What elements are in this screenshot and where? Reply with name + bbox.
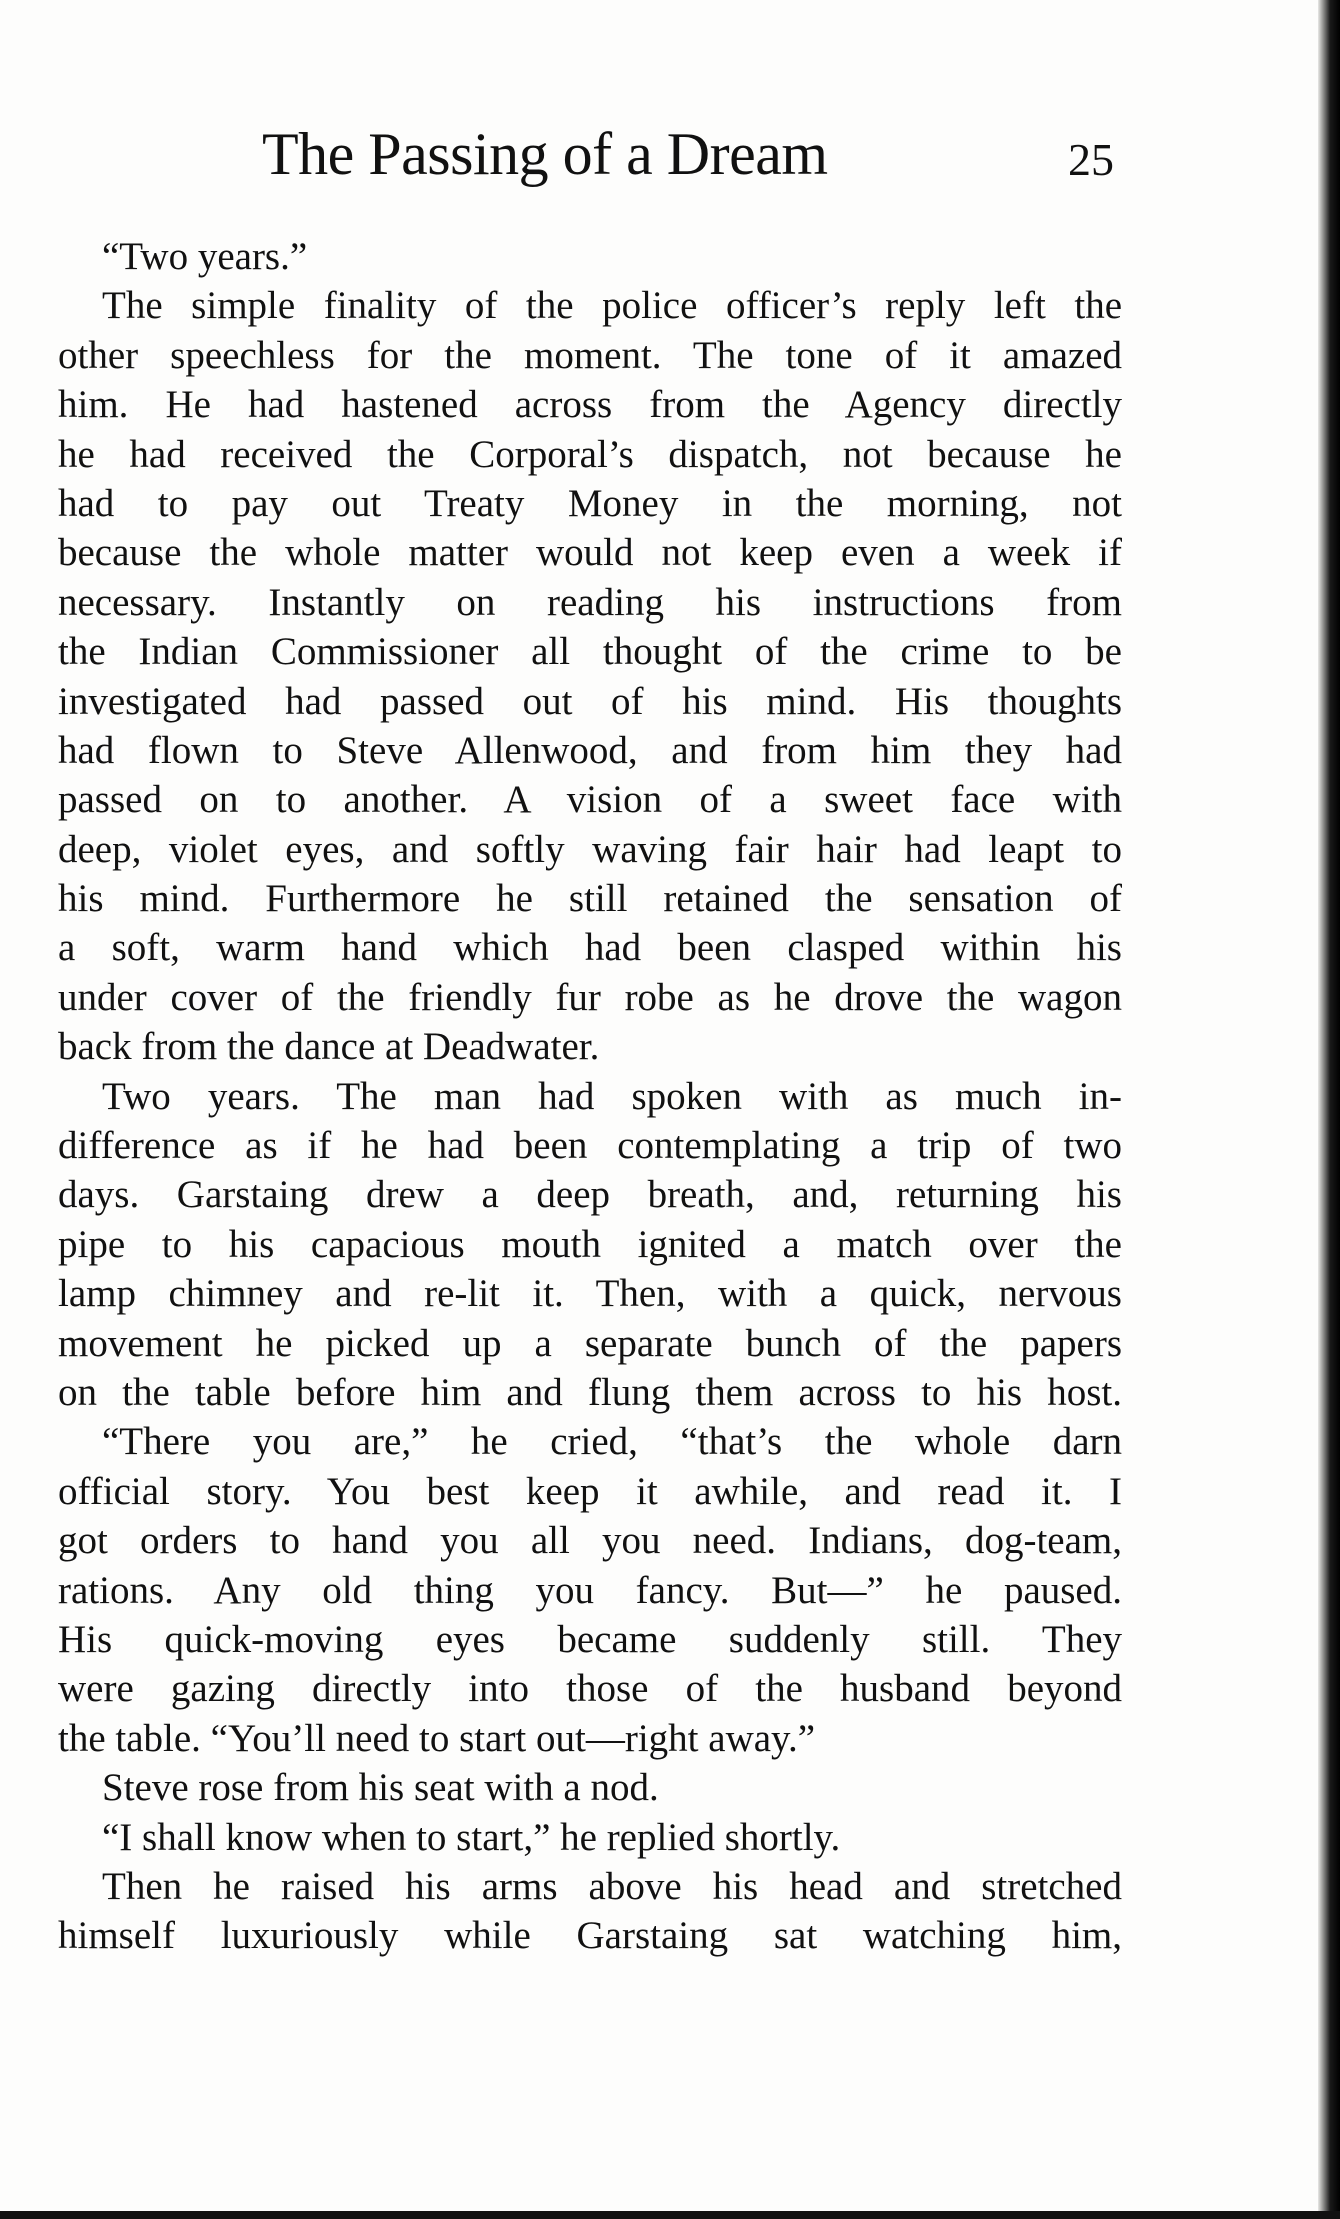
page-edge-shadow (1318, 0, 1340, 2219)
text-line: “Two years.” (102, 235, 308, 278)
text-line: His quick-moving eyes became suddenly still. They (58, 1617, 1122, 1661)
text-line: passed on to another. A vision of a sweet face with (58, 778, 1122, 822)
text-line: “I shall know when to start,” he replied shortly. (102, 1815, 841, 1859)
text-line: movement he picked up a separate bunch of the papers (58, 1321, 1122, 1365)
page-header (0, 118, 1340, 198)
text-line: Two years. The man had spoken with as much in- (102, 1074, 1122, 1118)
text-line: he had received the Corporal’s dispatch, not because he (58, 432, 1122, 476)
text-line: deep, violet eyes, and softly waving fair hair had leapt to (58, 827, 1122, 871)
text-line: pipe to his capacious mouth ignited a match over the (58, 1222, 1122, 1266)
text-line: Then he raised his arms above his head and stretched (102, 1864, 1122, 1908)
text-line: other speechless for the moment. The tone of it amazed (58, 333, 1122, 377)
text-line: the table. “You’ll need to start out—right away.” (58, 1716, 816, 1760)
text-line: difference as if he had been contemplating a trip of two (58, 1124, 1122, 1168)
text-line: because the whole matter would not keep even a week if (58, 531, 1122, 575)
text-line: official story. You best keep it awhile, and read it. I (58, 1469, 1122, 1513)
text-line: Steve rose from his seat with a nod. (102, 1766, 659, 1810)
text-line: days. Garstaing drew a deep breath, and, returning his (58, 1173, 1122, 1217)
text-line: him. He had hastened across from the Agency directly (58, 383, 1122, 427)
page-number: 25 (1068, 134, 1114, 185)
text-line: lamp chimney and re-lit it. Then, with a quick, nervous (58, 1272, 1122, 1316)
text-line: back from the dance at Deadwater. (58, 1025, 600, 1069)
text-line: The simple finality of the police officer’s reply left the (102, 284, 1122, 328)
text-line: himself luxuriously while Garstaing sat watching him, (58, 1914, 1122, 1958)
text-line: under cover of the friendly fur robe as he drove the wagon (58, 975, 1122, 1019)
running-title: The Passing of a Dream (262, 121, 828, 187)
text-line: had flown to Steve Allenwood, and from him they had (58, 728, 1122, 772)
text-line: were gazing directly into those of the husband beyond (58, 1667, 1122, 1711)
text-line: his mind. Furthermore he still retained the sensation of (58, 877, 1122, 921)
text-line: had to pay out Treaty Money in the morning, not (58, 481, 1122, 525)
body-text (58, 232, 1122, 1961)
text-line: rations. Any old thing you fancy. But—” he paused. (58, 1568, 1122, 1612)
text-line: investigated had passed out of his mind. His thoughts (58, 679, 1122, 723)
text-line: necessary. Instantly on reading his instructions from (58, 580, 1122, 624)
page-bottom-edge (0, 2211, 1340, 2219)
text-line: the Indian Commissioner all thought of the crime to be (58, 630, 1122, 674)
text-line: “There you are,” he cried, “that’s the whole darn (102, 1420, 1122, 1464)
text-line: got orders to hand you all you need. Indians, dog-team, (58, 1519, 1122, 1563)
text-line: a soft, warm hand which had been clasped within his (58, 926, 1122, 970)
text-line: on the table before him and flung them across to his host. (58, 1370, 1122, 1414)
